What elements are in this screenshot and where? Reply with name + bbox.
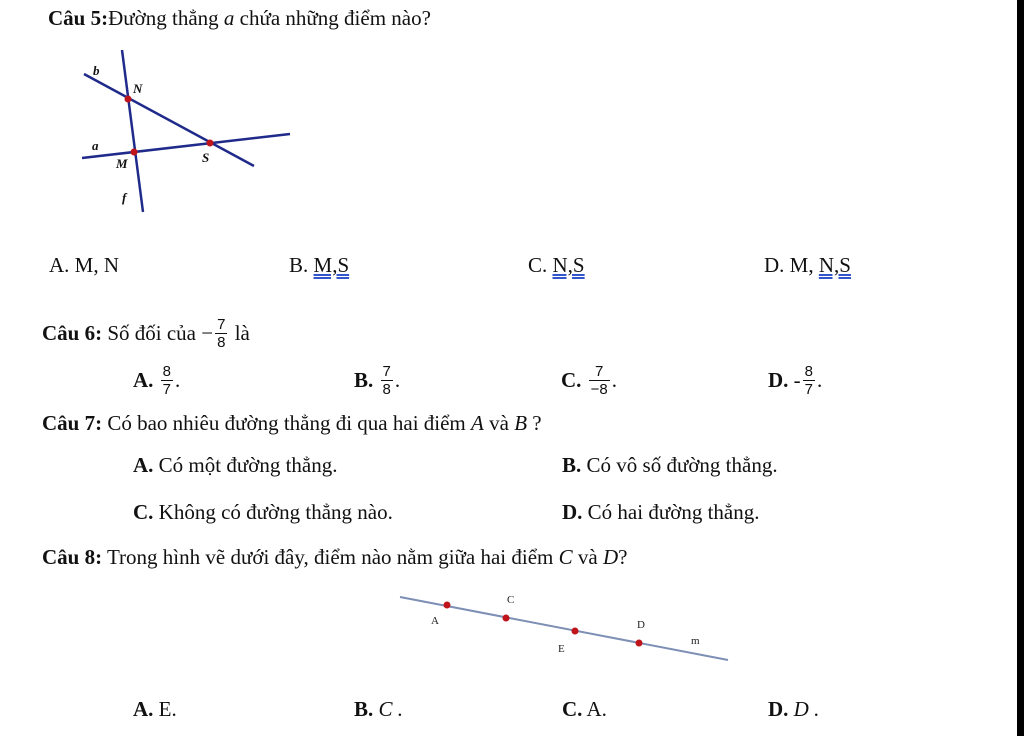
q5-option-a[interactable] [49, 253, 119, 278]
q6-option-a-letter: A. [133, 367, 154, 392]
question-5-heading [48, 6, 431, 31]
q5-var-a: a [223, 6, 235, 30]
q5-title: Câu 5: [48, 6, 109, 30]
q6-option-d-den: 7 [804, 380, 814, 398]
q8-text2: và [572, 545, 603, 569]
q5-figure [0, 50, 300, 220]
q5-option-b[interactable] [289, 253, 349, 278]
q6-option-c[interactable] [561, 356, 617, 404]
q6-option-b-den: 8 [382, 380, 391, 398]
label-f: f [122, 190, 127, 205]
q7-text3: ? [527, 411, 542, 435]
q7-option-c-text: Không có đường thẳng nào. [153, 500, 393, 524]
q7-title: Câu 7: [42, 411, 103, 435]
q7-option-a-letter: A. [133, 453, 154, 477]
label-b: b [93, 63, 100, 78]
q8-option-c-text: A. [582, 697, 607, 721]
q6-option-d-sign: - [793, 367, 801, 392]
q8-figure [395, 588, 735, 668]
q6-tail: là [229, 320, 250, 345]
q6-option-a[interactable] [133, 356, 180, 404]
q6-option-b-letter: B. [354, 367, 374, 392]
label-M: M [116, 156, 128, 171]
q6-option-d-period: . [817, 367, 823, 392]
line-b [84, 74, 254, 166]
q8-option-a[interactable] [133, 697, 177, 722]
q8-var-C: C [558, 545, 573, 569]
q7-option-c-letter: C. [133, 500, 154, 524]
q5-option-a-letter: A. [49, 253, 70, 277]
q7-option-d-letter: D. [562, 500, 583, 524]
q6-minus: − [201, 320, 214, 345]
q6-option-b-fraction [381, 363, 393, 398]
q7-option-a-text: Có một đường thẳng. [153, 453, 338, 477]
q6-option-a-fraction [161, 363, 173, 398]
q6-option-d[interactable] [768, 356, 822, 404]
q6-option-d-fraction [803, 363, 815, 398]
q8-option-d[interactable] [768, 697, 819, 722]
line-f [122, 50, 143, 212]
q8-text1: Trong hình vẽ dưới đây, điểm nào nằm giữa hai điểm [102, 545, 559, 569]
label-C: C [507, 594, 515, 606]
q5-option-b-letter: B. [289, 253, 309, 277]
q7-text1: Có bao nhiêu đường thẳng đi qua hai điểm [102, 411, 472, 435]
q6-text: Số đối của [102, 320, 202, 345]
q8-option-b-text: C . [373, 697, 404, 721]
q6-option-c-letter: C. [561, 367, 582, 392]
point-N [125, 96, 132, 103]
point-C [503, 615, 510, 622]
q8-option-d-letter: D. [768, 697, 789, 721]
q7-option-d[interactable] [562, 500, 759, 525]
q6-option-c-num: 7 [595, 362, 604, 380]
q7-text2: và [483, 411, 515, 435]
question-7-heading [42, 411, 542, 436]
point-S [207, 140, 214, 147]
q7-option-a[interactable] [133, 453, 338, 478]
label-S: S [202, 150, 210, 165]
line-a [82, 134, 290, 158]
q8-option-a-text: E. [153, 697, 177, 721]
label-N: N [133, 81, 143, 96]
point-D [636, 640, 643, 647]
q8-option-b[interactable] [354, 697, 403, 722]
q5-option-a-text: M, N [69, 253, 120, 277]
q6-option-a-den: 7 [162, 380, 172, 398]
q7-var-A: A [471, 411, 484, 435]
question-6-heading [42, 310, 250, 356]
q6-option-a-period: . [175, 367, 181, 392]
q6-option-b-num: 7 [382, 362, 391, 380]
q6-option-d-num: 8 [804, 362, 814, 380]
q8-var-D: D [602, 545, 619, 569]
question-8-heading [42, 545, 627, 570]
q6-option-c-fraction [589, 363, 610, 398]
q6-option-c-den: −8 [590, 380, 608, 398]
q5-option-c-letter: C. [528, 253, 548, 277]
point-M [131, 149, 138, 156]
label-m: m [691, 635, 700, 647]
q8-option-b-letter: B. [354, 697, 374, 721]
q7-var-B: B [514, 411, 528, 435]
point-E [572, 628, 579, 635]
q6-option-a-num: 8 [162, 362, 172, 380]
point-A [444, 602, 451, 609]
label-a: a [92, 138, 99, 153]
q7-option-d-text: Có hai đường thẳng. [582, 500, 760, 524]
q6-fraction [215, 316, 227, 351]
label-D: D [637, 619, 645, 631]
q5-option-c-text: N,S [552, 253, 585, 277]
q5-text-before: Đường thẳng [108, 6, 224, 30]
right-page-border [1017, 0, 1024, 736]
q8-option-d-text: D . [788, 697, 820, 721]
q5-option-d-text: N,S [818, 253, 851, 277]
q7-option-b[interactable] [562, 453, 778, 478]
q6-frac-num: 7 [217, 315, 226, 333]
q5-option-d-pre: M, [784, 253, 819, 277]
q6-option-b[interactable] [354, 356, 400, 404]
q5-text-after: chứa những điểm nào? [234, 6, 431, 30]
q7-option-c[interactable] [133, 500, 393, 525]
q6-option-b-period: . [394, 367, 401, 392]
q7-option-b-letter: B. [562, 453, 582, 477]
q8-text3: ? [618, 545, 628, 569]
q8-option-c-letter: C. [562, 697, 583, 721]
label-A: A [431, 615, 439, 627]
q8-option-a-letter: A. [133, 697, 154, 721]
q5-option-c[interactable] [528, 253, 585, 278]
q6-frac-den: 8 [217, 333, 226, 351]
q5-option-b-text: M,S [313, 253, 350, 277]
q6-option-c-period: . [611, 367, 618, 392]
q7-option-b-text: Có vô số đường thẳng. [581, 453, 778, 477]
q8-option-c[interactable] [562, 697, 607, 722]
q5-option-d-letter: D. [764, 253, 785, 277]
label-E: E [558, 643, 565, 655]
q6-option-d-letter: D. [768, 367, 789, 392]
q5-option-d[interactable] [764, 253, 851, 278]
q6-title: Câu 6: [42, 320, 103, 345]
q8-title: Câu 8: [42, 545, 103, 569]
